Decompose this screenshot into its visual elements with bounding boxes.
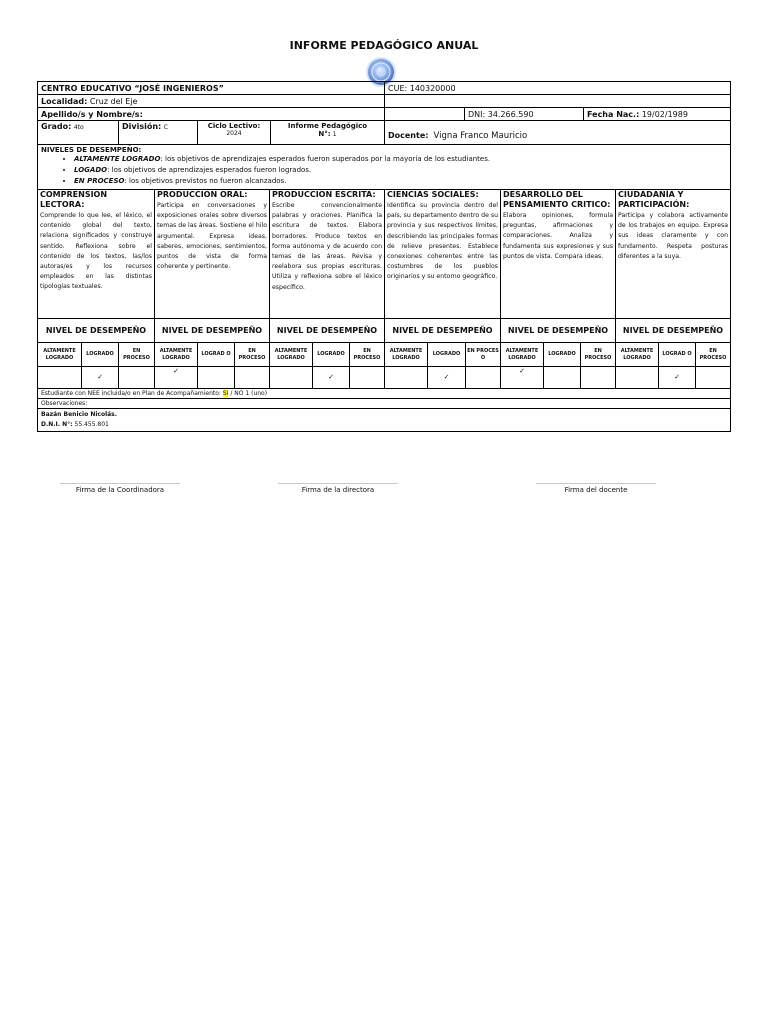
check-cell[interactable] bbox=[384, 367, 427, 388]
check-cell[interactable]: ✓ bbox=[81, 367, 118, 388]
signature-director bbox=[268, 480, 408, 494]
signature-line: …………………………………………………… bbox=[536, 479, 656, 486]
area-pensamiento-critico bbox=[500, 190, 615, 318]
area-description: Identifica su provincia dentro del país, su departamento dentro de su provincia y sus respectivos límites, describiendo las principales formas de relieve presentes. Establece conexiones coherentes entre las costumbres de los pueblos originarios y su entorno geográfico. bbox=[387, 202, 498, 281]
level-en-proceso: EN PROCES O bbox=[465, 343, 500, 366]
check-cell[interactable] bbox=[234, 367, 269, 388]
locality-empty bbox=[384, 95, 730, 107]
area-comprension-lectora bbox=[38, 190, 154, 318]
student-name-label: Apellido/s y Nombre/s: bbox=[41, 110, 143, 119]
check-cell[interactable] bbox=[38, 367, 81, 388]
locality-label: Localidad: bbox=[41, 97, 88, 106]
performance-header: NIVEL DE DESEMPEÑO bbox=[615, 319, 730, 342]
locality-value: Cruz del Eje bbox=[89, 97, 138, 106]
areas-row bbox=[38, 190, 730, 319]
area-description: Escribe convencionalmente palabras y oraciones. Planifica la escritura de textos. Elabora borradores. Produce textos en forma autónoma y de acuerdo con temas de las áreas. Revisa y reelabora sus propias escrituras. Utiliza y reflexiona sobre el léxico específico. bbox=[272, 202, 382, 291]
check-cell[interactable]: ✓ bbox=[658, 367, 695, 388]
birth-label: Fecha Nac.: bbox=[587, 110, 640, 119]
grade-label: Grado: bbox=[41, 122, 72, 131]
signature-label: Firma de la directora bbox=[301, 486, 375, 494]
level-item: • EN PROCESO: los objetivos previstos no fueron alcanzados. bbox=[74, 177, 727, 186]
nee-line bbox=[38, 389, 730, 399]
performance-header-row bbox=[38, 319, 730, 342]
student-dni: DNI: 34.266.590 bbox=[464, 108, 583, 120]
grade bbox=[41, 121, 116, 144]
area-title: CIENCIAS SOCIALES: bbox=[387, 190, 479, 199]
report-number bbox=[270, 121, 384, 144]
area-title: PRODUCCION ORAL: bbox=[157, 190, 248, 199]
area-description: Participa y colabora activamente de los trabajos en equipo. Expresa sus ideas claramente y con fundamento. Respeta posturas diferentes a la suya. bbox=[618, 212, 728, 260]
school-year-label: Ciclo Lectivo: bbox=[207, 122, 261, 130]
school-row bbox=[38, 82, 730, 95]
level-altamente-logrado: ALTAMENTE LOGRADO bbox=[269, 343, 312, 366]
level-item: • LOGADO: los objetivos de aprendizajes esperados fueron logrados. bbox=[74, 166, 727, 175]
level-logrado: LOGRAD O bbox=[197, 343, 234, 366]
student-dni-label: D.N.I. N°: bbox=[41, 421, 73, 428]
check-cell[interactable] bbox=[695, 367, 730, 388]
signature-coordinator bbox=[50, 480, 190, 494]
performance-header: NIVEL DE DESEMPEÑO bbox=[154, 319, 269, 342]
student-identification bbox=[38, 410, 730, 430]
area-produccion-escrita bbox=[269, 190, 384, 318]
levels-heading: NIVELES DE DESEMPEÑO: bbox=[41, 146, 142, 154]
area-description: Elabora opiniones, formula preguntas, afirmaciones y comparaciones. Analiza y fundamenta sus expresiones y sus puntos de vista. Compara ideas. bbox=[503, 212, 613, 260]
observations-label: Observaciones: bbox=[38, 399, 730, 409]
student-dni-value: 55.455.801 bbox=[74, 421, 109, 428]
area-produccion-oral bbox=[154, 190, 269, 318]
level-logrado: LOGRADO bbox=[81, 343, 118, 366]
check-cell[interactable] bbox=[465, 367, 500, 388]
school-year-value: 2024 bbox=[226, 130, 242, 137]
area-title: COMPRENSION LECTORA: bbox=[40, 190, 108, 209]
grade-value: 4to bbox=[73, 124, 84, 131]
level-item: • ALTAMENTE LOGRADO: los objetivos de aprendizajes esperados fueron superados por la mayoría de los estudiantes. bbox=[74, 155, 727, 164]
check-cell[interactable]: ✓ bbox=[154, 367, 197, 388]
check-cell[interactable]: ✓ bbox=[427, 367, 465, 388]
check-cell[interactable] bbox=[269, 367, 312, 388]
student-full-name: Bazán Benicio Nicolás. bbox=[41, 411, 118, 418]
check-cell[interactable] bbox=[615, 367, 658, 388]
division-value: C bbox=[163, 124, 168, 131]
report-label: Informe Pedagógico bbox=[287, 122, 368, 130]
area-title: CIUDADANÍA Y PARTICIPACIÓN: bbox=[618, 190, 690, 209]
level-altamente-logrado: ALTAMENTE LOGRADO bbox=[500, 343, 543, 366]
level-en-proceso: EN PROCESO bbox=[580, 343, 615, 366]
course-row bbox=[38, 121, 730, 145]
check-cell[interactable] bbox=[580, 367, 615, 388]
performance-header: NIVEL DE DESEMPEÑO bbox=[384, 319, 500, 342]
cue-code: CUE: 140320000 bbox=[384, 82, 730, 94]
level-logrado: LOGRADO bbox=[543, 343, 580, 366]
signature-teacher bbox=[526, 480, 666, 494]
level-altamente-logrado: ALTAMENTE LOGRADO bbox=[43, 347, 76, 361]
performance-header: NIVEL DE DESEMPEÑO bbox=[45, 326, 147, 335]
student-name-extra bbox=[384, 108, 464, 120]
locality bbox=[41, 95, 381, 107]
level-en-proceso: EN PROCESO bbox=[118, 343, 154, 366]
signature-line: …………………………………………………… bbox=[278, 479, 398, 486]
area-description: Participa en conversaciones y exposiciones orales sobre diversos temas de las áreas. Sostiene el hilo argumental. Expresa ideas, saberes, emociones, sentimientos, puntos de vista de forma coherente y pertinente. bbox=[157, 202, 267, 271]
check-cell[interactable]: ✓ bbox=[312, 367, 349, 388]
report-title: INFORME PEDAGÓGICO ANUAL bbox=[289, 39, 479, 52]
teacher bbox=[384, 121, 730, 144]
area-description: Comprende lo que lee, el léxico, el contenido global del texto, relaciona significados y construye sentido. Reflexiona sobre el contenido de los textos, las/los autoras/es y los recursos empleados en las distintas tipologías textuales. bbox=[40, 212, 152, 291]
signature-line: …………………………………………………… bbox=[60, 479, 180, 486]
check-cell[interactable] bbox=[118, 367, 154, 388]
check-cell[interactable] bbox=[543, 367, 580, 388]
area-title: DESARROLLO DEL PENSAMIENTO CRITICO: bbox=[503, 190, 611, 209]
level-logrado: LOGRADO bbox=[427, 343, 465, 366]
school-year bbox=[197, 121, 270, 144]
report-number-value: 1 bbox=[332, 131, 337, 138]
performance-header: NIVEL DE DESEMPEÑO bbox=[269, 319, 384, 342]
level-en-proceso: EN PROCESO bbox=[349, 343, 384, 366]
check-cell[interactable]: ✓ bbox=[500, 367, 543, 388]
signature-label: Firma del docente bbox=[564, 486, 628, 494]
level-altamente-logrado: ALTAMENTE LOGRADO bbox=[384, 343, 427, 366]
school-name: CENTRO EDUCATIVO “JOSÉ INGENIEROS” bbox=[41, 84, 224, 93]
teacher-label: Docente: bbox=[388, 131, 429, 140]
nee-highlight: SI bbox=[222, 390, 229, 397]
division bbox=[118, 121, 197, 144]
level-en-proceso: EN PROCESO bbox=[695, 343, 730, 366]
performance-header: NIVEL DE DESEMPEÑO bbox=[500, 319, 615, 342]
level-logrado: LOGRAD O bbox=[658, 343, 695, 366]
level-en-proceso: EN PROCESO bbox=[234, 343, 269, 366]
student-row bbox=[38, 108, 730, 121]
area-ciudadania bbox=[615, 190, 730, 318]
report-number-label: N°: bbox=[318, 130, 331, 138]
nee-text: Estudiante con NEE incluida/o en Plan de Acompañamiento: bbox=[41, 390, 223, 397]
signature-label: Firma de la Coordinadora bbox=[75, 486, 165, 494]
locality-row bbox=[38, 95, 730, 108]
birth-value: 19/02/1989 bbox=[641, 110, 688, 119]
nee-suffix: / NO 1 (uno) bbox=[228, 390, 268, 397]
area-ciencias-sociales bbox=[384, 190, 500, 318]
level-logrado: LOGRADO bbox=[312, 343, 349, 366]
report-form bbox=[37, 81, 731, 432]
level-altamente-logrado: ALTAMENTE LOGRADO bbox=[154, 343, 197, 366]
area-title: PRODUCCION ESCRITA: bbox=[272, 190, 376, 199]
teacher-value: Vigna Franco Mauricio bbox=[433, 131, 528, 141]
performance-check-row bbox=[38, 367, 730, 389]
check-cell[interactable] bbox=[349, 367, 384, 388]
performance-levels-legend bbox=[38, 145, 730, 190]
birth-date bbox=[583, 108, 730, 120]
level-altamente-logrado: ALTAMENTE LOGRADO bbox=[615, 343, 658, 366]
division-label: División: bbox=[122, 122, 162, 131]
check-cell[interactable] bbox=[197, 367, 234, 388]
performance-subheader-row bbox=[38, 342, 730, 367]
